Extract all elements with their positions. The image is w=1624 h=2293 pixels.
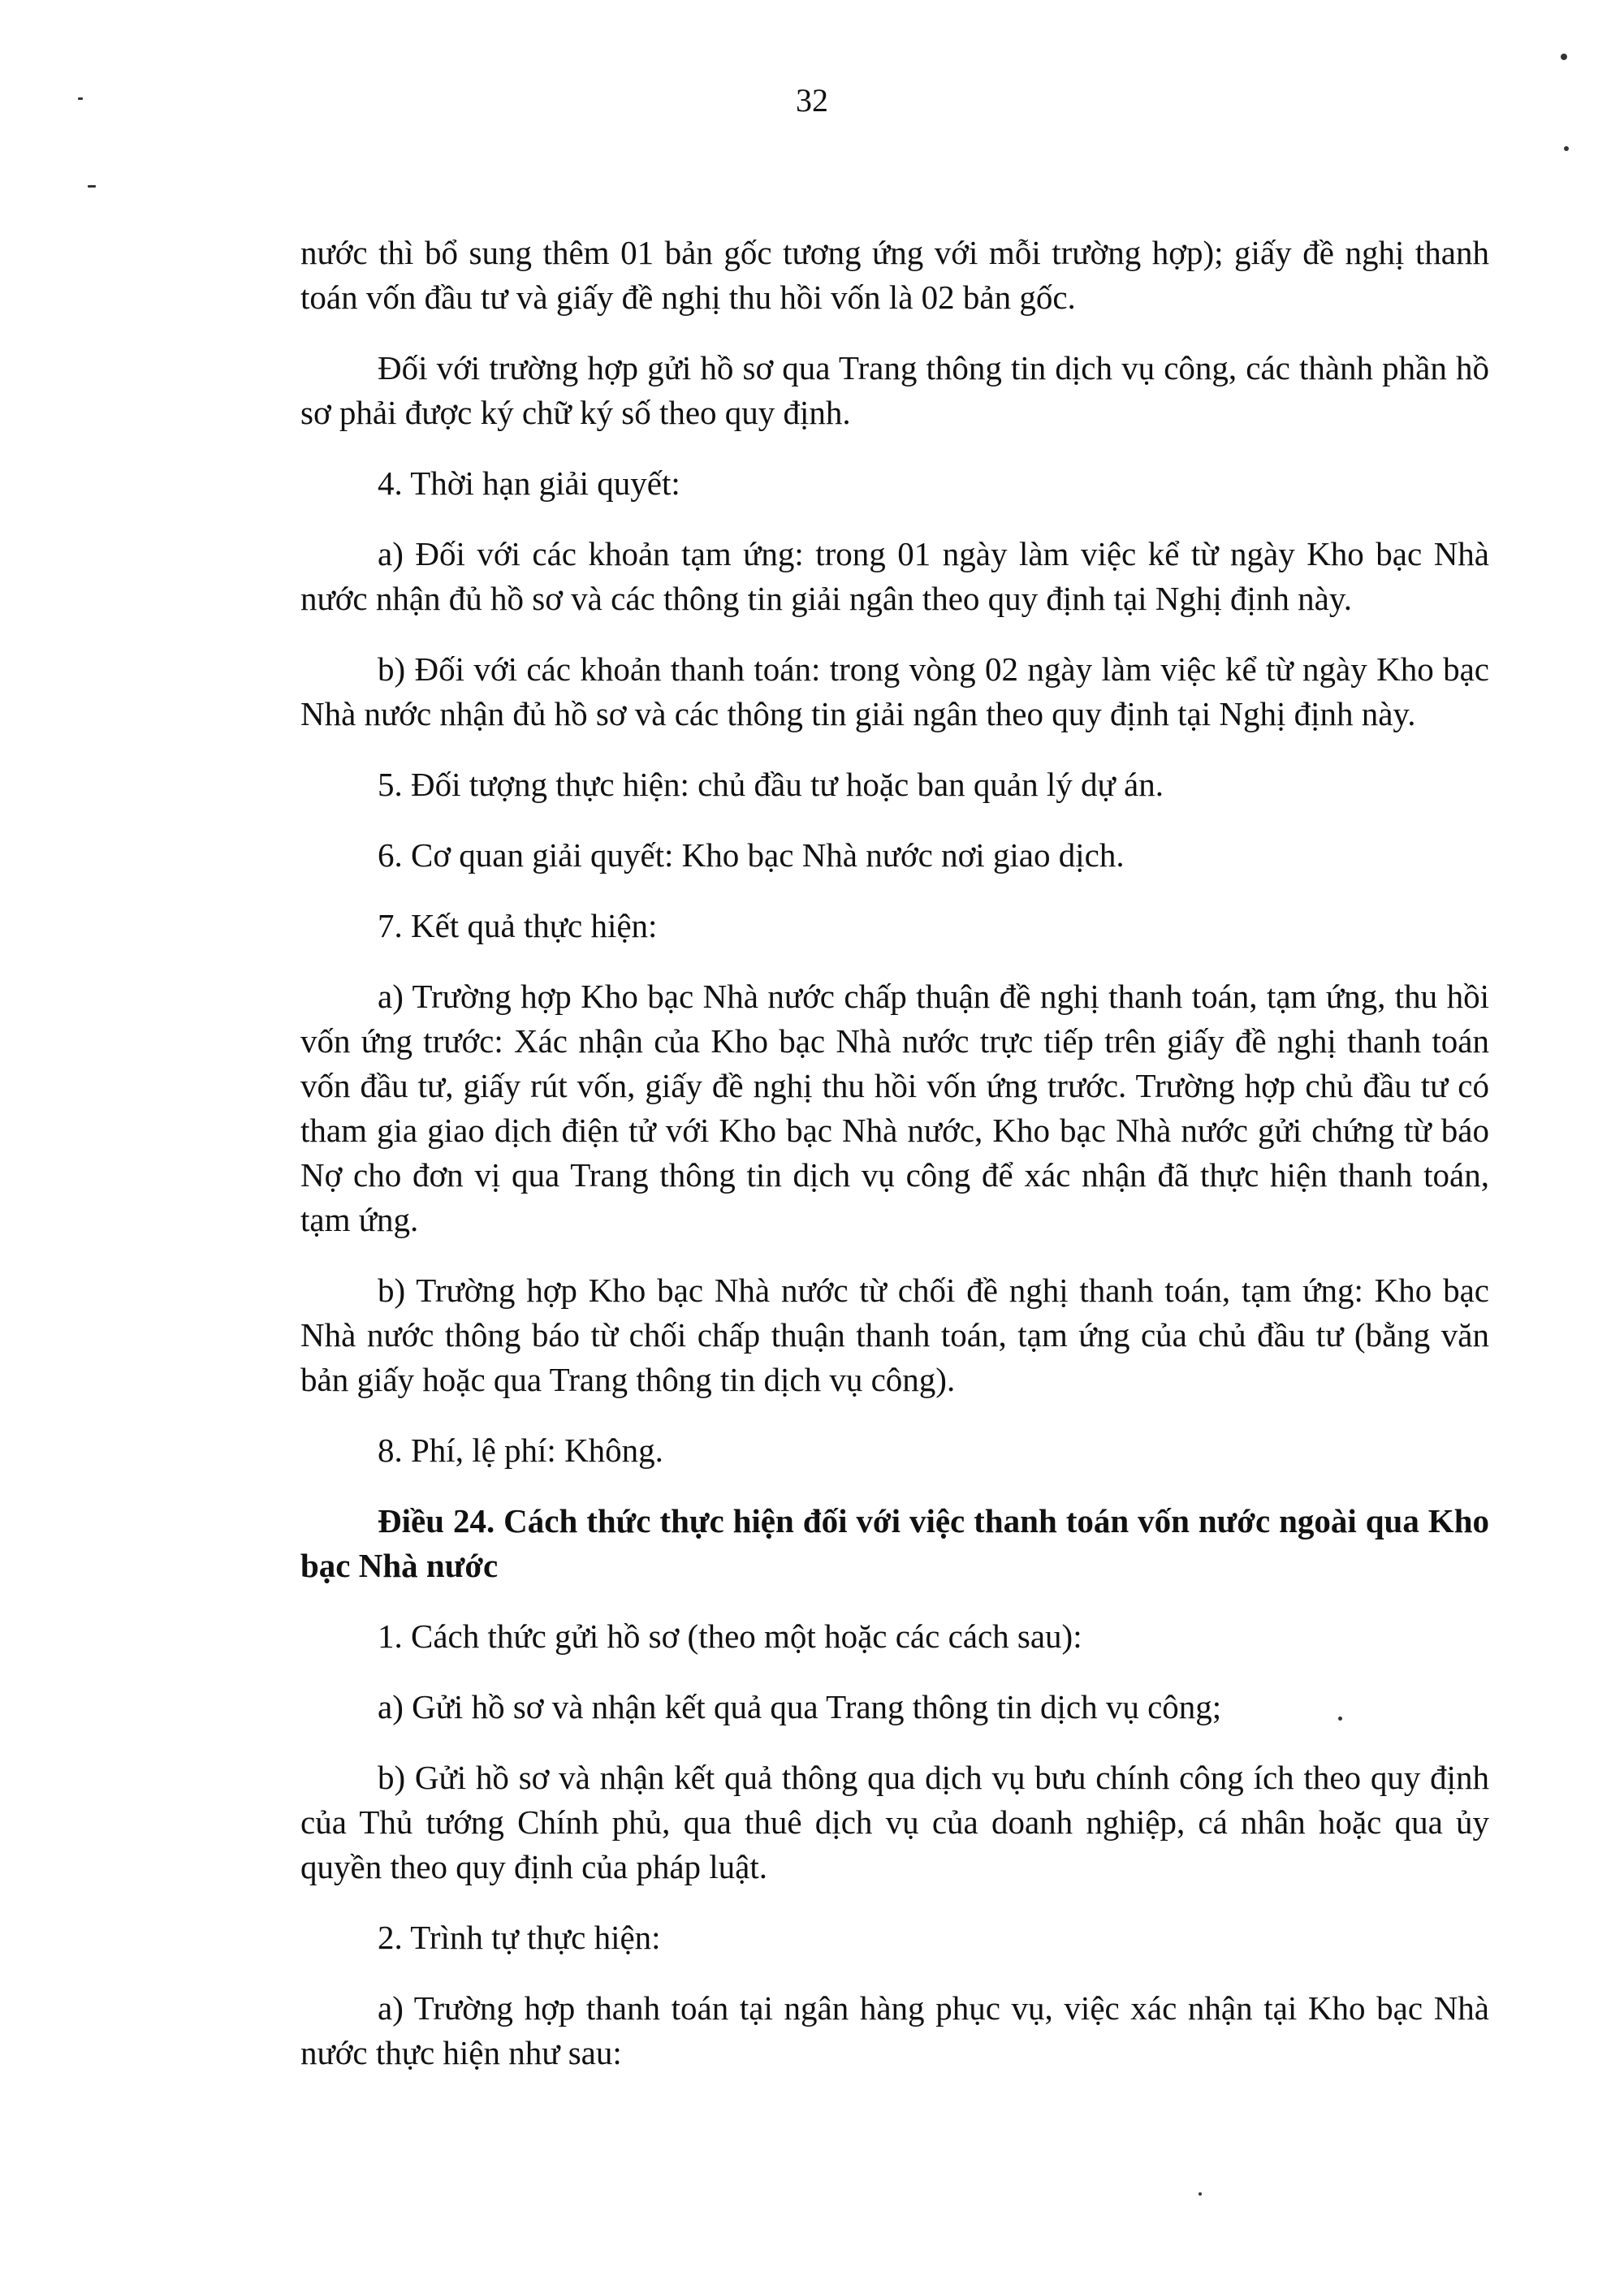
page-number: 32: [796, 82, 828, 119]
scan-speck: [1561, 54, 1567, 60]
item-2a-bank-payment: a) Trường hợp thanh toán tại ngân hàng phục vụ, việc xác nhận tại Kho bạc Nhà nước thực hiện như sau:: [300, 1989, 1489, 2071]
paragraph-digital-signature: Đối với trường hợp gửi hồ sơ qua Trang thông tin dịch vụ công, các thành phần hồ sơ phải được ký chữ ký số theo quy định.: [300, 349, 1489, 431]
article-24-heading: Điều 24. Cách thức thực hiện đối với việc thanh toán vốn nước ngoài qua Kho bạc Nhà nước: [300, 1502, 1489, 1584]
item-1a-online: a) Gửi hồ sơ và nhận kết quả qua Trang thông tin dịch vụ công;: [378, 1688, 1222, 1725]
item-1-submission-methods: 1. Cách thức gửi hồ sơ (theo một hoặc các cách sau):: [378, 1617, 1082, 1655]
item-2-procedure: 2. Trình tự thực hiện:: [378, 1919, 661, 1956]
item-6-authority: 6. Cơ quan giải quyết: Kho bạc Nhà nước nơi giao dịch.: [378, 836, 1125, 874]
paragraph-continuation: nước thì bổ sung thêm 01 bản gốc tương ứng với mỗi trường hợp); giấy đề nghị thanh toán vốn đầu tư và giấy đề nghị thu hồi vốn là 02 bản gốc.: [300, 234, 1489, 316]
item-4a-advances: a) Đối với các khoản tạm ứng: trong 01 ngày làm việc kể từ ngày Kho bạc Nhà nước nhận đủ hồ sơ và các thông tin giải ngân theo quy định tại Nghị định này.: [300, 535, 1489, 617]
document-body: [300, 231, 1489, 2101]
item-4-processing-time: 4. Thời hạn giải quyết:: [378, 464, 680, 502]
scan-speck: [78, 97, 83, 100]
scan-speck: [1338, 1717, 1342, 1721]
item-7-results: 7. Kết quả thực hiện:: [378, 907, 658, 944]
item-1b-postal: b) Gửi hồ sơ và nhận kết quả thông qua dịch vụ bưu chính công ích theo quy định của Thủ tướng Chính phủ, qua thuê dịch vụ của doanh nghiệp, cá nhân hoặc qua ủy quyền theo quy định của pháp luật.: [300, 1759, 1489, 1885]
scan-speck: [1564, 146, 1569, 151]
scan-speck: [1199, 2192, 1202, 2196]
scan-speck: [88, 185, 96, 188]
item-8-fees: 8. Phí, lệ phí: Không.: [378, 1432, 663, 1469]
item-4b-payments: b) Đối với các khoản thanh toán: trong vòng 02 ngày làm việc kể từ ngày Kho bạc Nhà nước nhận đủ hồ sơ và các thông tin giải ngân theo quy định tại Nghị định này.: [300, 650, 1489, 732]
item-5-subjects: 5. Đối tượng thực hiện: chủ đầu tư hoặc ban quản lý dự án.: [378, 766, 1164, 803]
item-7a-approved: a) Trường hợp Kho bạc Nhà nước chấp thuận đề nghị thanh toán, tạm ứng, thu hồi vốn ứng trước: Xác nhận của Kho bạc Nhà nước trực tiếp trên giấy đề nghị thanh toán vốn đầu tư, giấy rút vốn, giấy đề nghị thu hồi vốn ứng trước. Trường hợp chủ đầu tư có tham gia giao dịch điện tử với Kho bạc Nhà nước, Kho bạc Nhà nước gửi chứng từ báo Nợ cho đơn vị qua Trang thông tin dịch vụ công để xác nhận đã thực hiện thanh toán, tạm ứng.: [300, 978, 1489, 1238]
item-7b-refused: b) Trường hợp Kho bạc Nhà nước từ chối đề nghị thanh toán, tạm ứng: Kho bạc Nhà nước thông báo từ chối chấp thuận thanh toán, tạm ứng của chủ đầu tư (bằng văn bản giấy hoặc qua Trang thông tin dịch vụ công).: [300, 1272, 1489, 1398]
